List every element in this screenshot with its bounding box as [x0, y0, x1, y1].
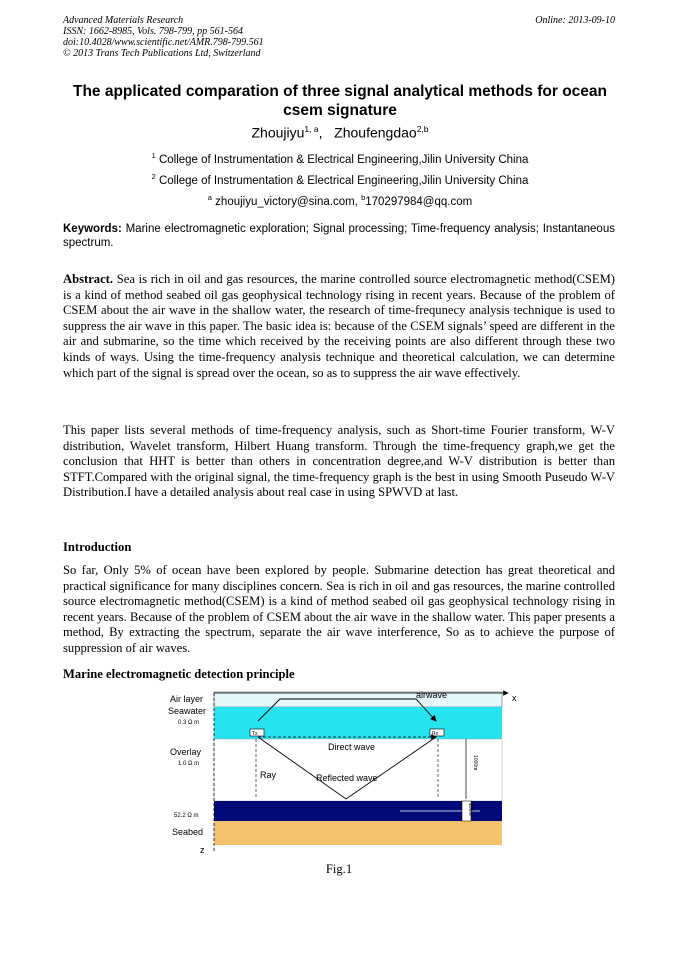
csem-diagram: [160, 685, 522, 855]
air-layer-label: Air layer: [170, 694, 204, 704]
seabed-label: Seabed: [172, 827, 204, 837]
email-a[interactable]: zhoujiyu_victory@sina.com,: [215, 195, 358, 208]
overlay-label: Overlay: [170, 747, 202, 757]
doi-line: doi:10.4028/www.scientific.net/AMR.798-799.561: [63, 37, 264, 48]
email-b[interactable]: 170297984@qq.com: [365, 195, 473, 208]
author-line: Zhoujiyu$^{1, a}$, Zhoufengdao$^{2,b}$: [251, 124, 429, 141]
online-date: Online: 2013-09-10: [535, 15, 615, 26]
affiliation-2-text: College of Instrumentation & Electrical Engineering,Jilin University China: [158, 174, 529, 187]
figure-caption: Fig.1: [325, 862, 353, 876]
z-axis-label: z: [200, 845, 205, 855]
author-2: Zhoufengdao: [334, 124, 417, 141]
keywords-label: Keywords:: [63, 223, 122, 235]
author-1: Zhoujiyu: [251, 124, 305, 141]
introduction-paragraph: So far, Only 5% of ocean have been explored by people. Submarine detection has great theoretical and practical significance for many disciplines concern. Sea is rich in oil and gas resources, the marine controlled source electromagnetic method(CSEM) is a kind of method seabed oil gas geophysical technology rising in recent years. Because of the problem of CSEM about the air wave in the shallow water. This paper presents a method, By extracting the spectrum, separate the air wave interference, So as to achieve the purpose of suppression of air waves.: [63, 563, 615, 655]
seawater-resistivity: 0.3 Ω m: [178, 720, 200, 726]
email-a-sup: a: [207, 193, 212, 202]
transmitter-label: Tx: [252, 731, 258, 737]
email-line: [60, 193, 620, 208]
affiliation-1-sup: 1: [151, 151, 156, 160]
introduction-heading: Introduction: [63, 540, 132, 554]
affiliation-2: [60, 172, 620, 187]
section-heading: Marine electromagnetic detection principle: [63, 667, 295, 681]
seabed-band: [214, 821, 502, 845]
airwave-label: airwave: [416, 690, 448, 700]
keywords-text: Marine electromagnetic exploration; Signal processing; Time-frequency analysis; Instantaneous spectrum.: [63, 223, 615, 249]
copyright-line: © 2013 Trans Tech Publications Ltd, Switzerland: [63, 48, 261, 59]
depth-100-label: 100m: [467, 803, 473, 816]
receiver-label: Rx: [432, 731, 439, 737]
author-1-sup: 1, a: [304, 124, 319, 134]
email-b-sup: b: [361, 193, 366, 202]
overlay-resistivity: 1.0 Ω m: [178, 761, 200, 767]
direct-wave-label: Direct wave: [328, 742, 376, 752]
target-resistivity: 52.2 Ω m: [174, 813, 199, 819]
affiliation-1-text: College of Instrumentation & Electrical Engineering,Jilin University China: [158, 153, 529, 166]
ray-label: Ray: [260, 770, 277, 780]
depth-1000-label: 1000m: [472, 755, 478, 771]
abstract-paragraph-2: [63, 423, 615, 501]
affiliation-1: [60, 151, 620, 166]
keywords: [63, 222, 615, 250]
x-axis-label: x: [512, 693, 517, 703]
air-layer-band: [214, 692, 502, 707]
abstract-text-2: This paper lists several methods of time-frequency analysis, such as Short-time Fourier transform, W-V distribution, Wavelet transform, Hilbert Huang transform. Through the time-frequency graph,we get the conclusion that HHT is better than others in concentration degree,and W-V distribution is better than STFT.Compared with the original signal, the time-frequency graph is the best in using Smooth Puseudo W-V Distribution.I have a detailed analysis about real case in using SPWVD at last.: [63, 423, 615, 500]
reflected-wave-label: Reflected wave: [316, 773, 378, 783]
journal-name: Advanced Materials Research: [63, 15, 184, 26]
author-2-sup: 2,b: [416, 124, 429, 134]
abstract-paragraph-1: [63, 272, 615, 381]
abstract-text-1: Sea is rich in oil and gas resources, the marine controlled source electromagnetic method(CSEM) is a kind of method seabed oil gas geophysical technology rising in recent years. Because of the problem of CSEM about the air wave in the shallow water, the research of time-frequnecy analysis technique is used to suppress the air wave in this paper. The basic idea is: because of the CSEM signals’ speed are different in the air and submarine, so the time which received by the receiving points are also different through these two kinds of ways. Using the time-frequency analysis technique and theoretical calculation, we can determine which part of the signal is spread over the ocean, so as to suppress the air wave effectively.: [63, 272, 615, 380]
affiliation-2-sup: 2: [151, 172, 156, 181]
issn-line: ISSN: 1662-8985, Vols. 798-799, pp 561-564: [63, 26, 243, 37]
journal-header: [63, 15, 264, 59]
seawater-label: Seawater: [168, 706, 207, 716]
abstract-label: Abstract.: [63, 272, 114, 286]
paper-title: The applicated comparation of three signal analytical methods for ocean csem signature: [72, 83, 607, 119]
